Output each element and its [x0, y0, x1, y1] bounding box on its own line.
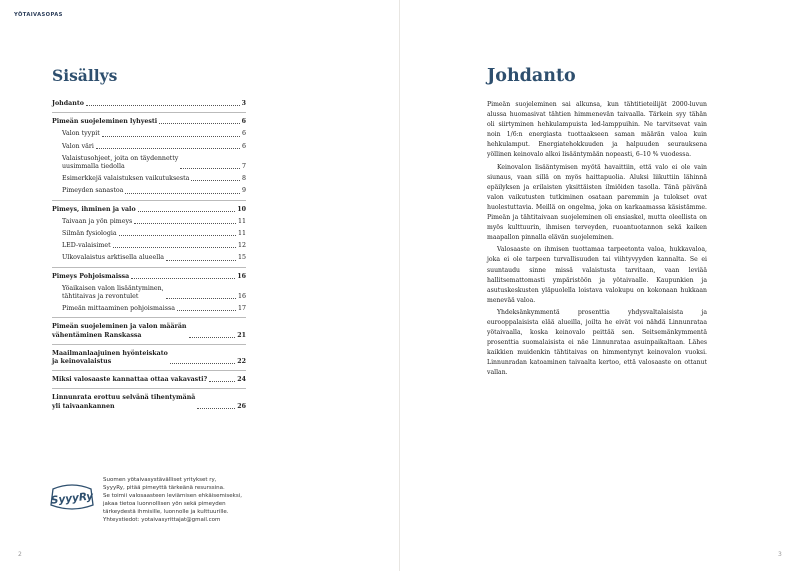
organization-info-line: Se toimii valosaasteen leviämisen ehkäisemiseksi,: [103, 493, 242, 499]
organization-info-line: Yhteystiedot: yotaivasyrittajat@gmail.com: [103, 517, 221, 523]
toc-divider: [52, 344, 246, 345]
toc-entry-label: Esimerkkejä valaistuksen vaikutuksesta: [62, 175, 190, 183]
toc-entry-page: 7: [241, 163, 246, 171]
organization-info-line: tärkeydestä ihmisille, luonnolle ja kulttuurille.: [103, 509, 229, 515]
toc-entry-label: Pimeyden sanastoa: [62, 187, 124, 195]
toc-entry-page: 3: [241, 100, 246, 107]
organization-info: [103, 476, 293, 524]
svg-text:SyyyRy: SyyyRy: [50, 490, 94, 507]
toc-entry-label: Pimeän suojeleminen ja valon määrän vähentäminen Ranskassa: [52, 323, 187, 339]
intro-title: Johdanto: [487, 66, 576, 86]
toc-entry-page: 6: [241, 118, 246, 126]
toc-divider: [52, 112, 246, 113]
toc-leader-dots: [180, 168, 240, 169]
table-of-contents: [52, 95, 246, 411]
toc-section-entry[interactable]: [52, 118, 246, 126]
organization-info-line: Suomen yötaivasystävälliset yritykset ry,: [103, 477, 217, 483]
toc-title: Sisällys: [52, 66, 118, 85]
page-number-left: 2: [18, 551, 22, 558]
toc-section-entry[interactable]: [52, 273, 246, 281]
toc-subsection-entry[interactable]: [62, 254, 246, 262]
intro-body: [487, 100, 707, 379]
toc-leader-dots: [131, 278, 235, 279]
intro-paragraph: Valosaaste on ihmisen tuottamaa tarpeetonta valoa, hukkavaloa, joka ei ole tarpeen turvallisuuden tai viihtyvyyden kannalta. Se ei suuntaudu sinne missä valaistusta tarvitaan, vaan leviää hallitsemattomasti ympäristöön ja yötaivaalle. Kaupunkien ja asutuskeskusten yläpuolella loistava valokupu on kokonaan hukkaan menevää valoa.: [487, 246, 707, 304]
toc-entry-label: Linnunrata erottuu selvänä tihentymänä yli taivaankannen: [52, 394, 196, 410]
toc-subsection-entry[interactable]: [62, 285, 246, 301]
toc-entry-page: 8: [241, 175, 246, 183]
toc-leader-dots: [138, 211, 236, 212]
running-header: YÖTAIVASOPAS: [14, 12, 63, 18]
toc-section-entry[interactable]: [52, 206, 246, 214]
toc-entry-page: 6: [241, 130, 246, 138]
toc-entry-label: Pimeän suojeleminen lyhyesti: [52, 118, 158, 126]
toc-divider: [52, 267, 246, 268]
intro-paragraph: Pimeän suojeleminen sai alkunsa, kun tähtitieteilijät 2000-luvun alussa huomasivat tähtien himmenevän taivaalla. Tärkein syy tähän oli siirtyminen hehkulampuista led-lamppuihin. Ne tarvitsevat vain noin 1/6:n energiasta tuottaakseen saman määrän valoa kuin hehkulamput. Energiatehokkuuden ja halpuuden seurauksena yöllinen keinovalo alkoi lisääntymään nopeasti, 6–10 % vuodessa.: [487, 101, 707, 159]
toc-entry-page: 22: [237, 358, 246, 366]
toc-subsection-entry[interactable]: [62, 155, 246, 171]
toc-subsection-entry[interactable]: [62, 242, 246, 250]
toc-entry-page: 16: [237, 272, 246, 280]
page-number-right: 3: [778, 551, 782, 558]
right-page: [400, 0, 800, 571]
toc-leader-dots: [177, 310, 236, 311]
toc-entry-label: Pimeän mittaaminen pohjoismaissa: [62, 305, 175, 313]
toc-leader-dots: [191, 180, 240, 181]
toc-entry-label: Pimeys Pohjoismaissa: [52, 272, 130, 280]
toc-leader-dots: [113, 247, 236, 248]
toc-entry-page: 12: [237, 242, 246, 250]
toc-entry-page: 16: [237, 293, 246, 301]
toc-leader-dots: [125, 193, 240, 194]
toc-entry-page: 26: [237, 402, 246, 410]
toc-entry-label: Silmän fysiologia: [62, 230, 117, 238]
toc-entry-label: Valon tyypit: [62, 130, 100, 138]
toc-leader-dots: [159, 123, 239, 124]
toc-subsection-entry[interactable]: [62, 218, 246, 226]
toc-section-entry[interactable]: [52, 376, 246, 384]
toc-entry-page: 11: [237, 230, 246, 238]
toc-entry-label: Johdanto: [52, 100, 84, 107]
toc-section-entry[interactable]: [52, 394, 246, 410]
toc-entry-label: Ulkovalaistus arktisella alueella: [62, 254, 164, 262]
toc-section-entry[interactable]: [52, 100, 246, 108]
toc-leader-dots: [197, 408, 235, 409]
toc-leader-dots: [119, 235, 236, 236]
intro-paragraph: Keinovalon lisääntymisen myötä havaittiin, että valo ei ole vain siunaus, vaan sillä on myös haittapuolia. Aluksi liikuttiin lähinnä epäilyksen ja erilaisten yksittäisten ilmiöiden tasolla. Tänä päivänä valon vaikutusten tutkiminen osataan paremmin ja tulokset ovat huolestuttavia. Meillä on ongelma, joka on karkaamassa käsistämme. Pimeän ja tähtitaivaan suojeleminen oli ensiaskel, mutta oleellista on myös kulttuurin, ihmisen terveyden, ruoantuotannon sekä kaiken maapallon pinnalla elävän suojeleminen.: [487, 163, 707, 242]
toc-entry-label: Pimeys, ihminen ja valo: [52, 205, 136, 213]
toc-entry-label: Miksi valosaaste kannattaa ottaa vakavasti?: [52, 376, 208, 384]
toc-entry-label: Maailmanlaajuinen hyönteiskato ja keinovalaistus: [52, 349, 168, 366]
toc-divider: [52, 370, 246, 371]
toc-entry-page: 11: [237, 217, 246, 225]
toc-leader-dots: [170, 363, 235, 364]
toc-subsection-entry[interactable]: [62, 230, 246, 238]
toc-leader-dots: [166, 260, 236, 261]
toc-divider: [52, 317, 246, 318]
toc-entry-page: 24: [237, 376, 246, 384]
organization-info-line: jakaa tietoa luonnollisen yön sekä pimeyden: [103, 501, 226, 507]
toc-entry-page: 10: [237, 205, 246, 213]
toc-entry-page: 21: [237, 331, 246, 339]
toc-entry-label: Valon väri: [62, 142, 94, 150]
toc-subsection-entry[interactable]: [62, 175, 246, 183]
toc-entry-label: Valaistusohjeet, joita on täydennetty uusimmalla tiedolla: [62, 154, 179, 171]
toc-entry-page: 9: [241, 187, 246, 195]
toc-leader-dots: [86, 105, 240, 106]
toc-section-entry[interactable]: [52, 323, 246, 339]
toc-section-entry[interactable]: [52, 350, 246, 366]
toc-entry-page: 15: [237, 254, 246, 262]
toc-subsection-entry[interactable]: [62, 143, 246, 151]
toc-entry-page: 6: [241, 142, 246, 150]
toc-leader-dots: [189, 337, 236, 338]
toc-divider: [52, 200, 246, 201]
toc-leader-dots: [102, 136, 240, 137]
toc-subsection-entry[interactable]: [62, 130, 246, 138]
toc-entry-label: Taivaan ja yön pimeys: [62, 217, 133, 225]
toc-entry-label: LED-valaisimet: [62, 242, 111, 250]
intro-paragraph: Yhdeksänkymmentä prosenttia yhdysvaltalaisista ja eurooppalaisista elää alueilla, joilta he eivät voi nähdä Linnunrataa yötaivaalla, koska keinovalo peittää sen. Seitsemänkymmentä prosenttia suomalaisista ei näe Linnunrataa asuinpaikaltaan. Lähes kaikkien muidenkin tähtitaivas on himmentynyt keinovalon vuoksi. Linnunradan katoaminen taivaalta kertoo, että valosaaste on ottanut vallan.: [487, 308, 707, 377]
toc-leader-dots: [209, 381, 235, 382]
toc-leader-dots: [134, 223, 236, 224]
toc-subsection-entry[interactable]: [62, 305, 246, 313]
toc-entry-label: Yöaikaisen valon lisääntyminen, tähtitaivas ja revontulet: [62, 284, 164, 301]
toc-leader-dots: [166, 298, 236, 299]
organization-info-line: SyyyRy, pitää pimeyttä tärkeänä resurssina.: [103, 485, 225, 491]
syyyry-logo: [48, 480, 96, 514]
toc-divider: [52, 388, 246, 389]
toc-entry-page: 17: [237, 305, 246, 313]
toc-subsection-entry[interactable]: [62, 187, 246, 195]
toc-leader-dots: [96, 148, 240, 149]
